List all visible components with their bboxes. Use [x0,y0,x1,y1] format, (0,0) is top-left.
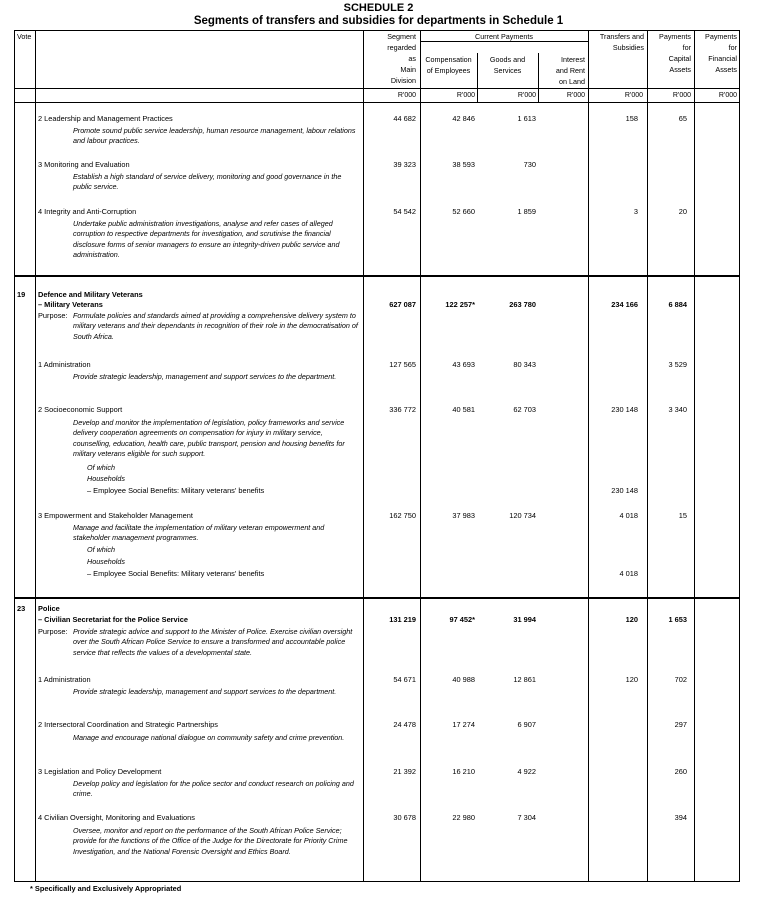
programme-label: 3 Monitoring and Evaluation [38,160,130,169]
col-divider [647,30,648,882]
segment-header: Segment regarded as Main Division [387,32,416,85]
programme-label: 4 Integrity and Anti-Corruption [38,207,137,216]
goods-value: 62 703 [513,405,536,414]
segment-value: 30 678 [393,813,416,822]
goods-value: 120 734 [509,511,536,520]
compensation-value: 37 983 [452,511,475,520]
unit-label: R'000 [672,92,691,99]
segment-value: 336 772 [389,405,416,414]
capital-value: 702 [674,675,687,684]
unit-label: R'000 [624,92,643,99]
transfers-value: 3 [633,207,638,216]
compensation-value: 122 257* [445,300,475,309]
vote-number: 23 [17,604,26,613]
current-payments-header: Current Payments [475,32,533,41]
purpose-text: Formulate policies and standards aimed at providing a comprehensive delivery system to military veterans and their dependants in recognition of their role in the democratisation of South Africa. [73,311,358,341]
transfers-value: 120 [625,675,638,684]
schedule-label: SCHEDULE 2 [343,2,414,14]
programme-description: Develop policy and legislation for the police sector and conduct research on policing and crime. [73,779,354,799]
section-rule [14,597,740,599]
vote-name: Police [38,604,60,613]
unit-label: R'000 [397,92,416,99]
capital-header: Payments for Capital Assets [659,32,691,74]
programme-label: 4 Civilian Oversight, Monitoring and Evaluations [38,813,195,822]
compensation-value: 52 660 [452,207,475,216]
programme-description: Establish a high standard of service delivery, monitoring and good governance in the public service. [73,172,342,192]
compensation-value: 42 846 [452,114,475,123]
capital-value: 3 340 [668,405,687,414]
vote-header: Vote [17,32,32,41]
programme-label: 1 Administration [38,675,91,684]
segment-name: – Civilian Secretariat for the Police Service [38,615,188,624]
programme-description: Manage and encourage national dialogue on community safety and crime prevention. [73,733,345,742]
col-divider [35,30,36,882]
capital-value: 6 884 [668,300,687,309]
unit-label: R'000 [718,92,737,99]
segment-value: 127 565 [389,360,416,369]
section-rule [14,275,740,277]
capital-value: 297 [674,720,687,729]
unit-label: R'000 [517,92,536,99]
capital-value: 15 [678,511,687,520]
benefit-label: – Employee Social Benefits: Military veterans' benefits [87,569,265,578]
segment-name: – Military Veterans [38,300,103,309]
compensation-value: 97 452* [449,615,475,624]
col-divider [420,30,421,882]
programme-label: 2 Intersectoral Coordination and Strategic Partnerships [38,720,218,729]
compensation-value: 43 693 [452,360,475,369]
compensation-value: 40 988 [452,675,475,684]
goods-value: 1 613 [517,114,536,123]
goods-value: 263 780 [509,300,536,309]
financial-header: Payments for Financial Assets [705,32,737,74]
goods-value: 6 907 [517,720,536,729]
purpose-label: Purpose: [38,311,68,320]
capital-value: 260 [674,767,687,776]
programme-description: Undertake public administration investigations, analyse and refer cases of alleged corruption to respective departments for investigation, and scrutinise the financial disclosure forms of senior managers to ensure an integrity-driven public service and administration. [73,219,340,260]
capital-value: 20 [678,207,687,216]
of-which-label: Of which [87,463,115,472]
vote-name: Defence and Military Veterans [38,290,143,299]
programme-description: Promote sound public service leadership, human resource management, labour relations and labour practices. [73,126,356,146]
segment-value: 131 219 [389,615,416,624]
page-title: Segments of transfers and subsidies for departments in Schedule 1 [193,15,564,27]
transfers-value: 120 [625,615,638,624]
col-divider [694,30,695,882]
benefit-value: 230 148 [611,486,638,495]
unit-label: R'000 [456,92,475,99]
goods-value: 1 859 [517,207,536,216]
programme-label: 2 Leadership and Management Practices [38,114,173,123]
transfers-value: 234 166 [611,300,638,309]
segment-value: 21 392 [393,767,416,776]
unit-label: R'000 [566,92,585,99]
goods-value: 80 343 [513,360,536,369]
segment-value: 44 682 [393,114,416,123]
programme-description: Develop and monitor the implementation of legislation, policy frameworks and service delivery cooperation agreements on compensation for injury in military service, counselling, education, health care, public transport, pension and housing benefits for military veterans eligible for such support. [73,418,345,459]
segment-value: 54 671 [393,675,416,684]
capital-value: 1 653 [668,615,687,624]
compensation-header: Compensation of Employees [425,55,472,75]
programme-description: Oversee, monitor and report on the performance of the South African Police Service; provide for the functions of the Office of the Judge for the Directorate for Priority Crime Investigation, and the National Forensic Oversight and Ethics Board. [73,826,348,856]
households-label: Households [87,474,125,483]
segment-value: 162 750 [389,511,416,520]
col-divider [588,30,589,882]
vote-number: 19 [17,290,26,299]
benefit-value: 4 018 [619,569,638,578]
of-which-label: Of which [87,545,115,554]
purpose-text: Provide strategic advice and support to the Minister of Police. Exercise civilian oversight over the South African Police Service to ensure a transformed and accountable police service that reflects the values of a developmental state. [73,627,353,657]
capital-value: 3 529 [668,360,687,369]
compensation-value: 22 980 [452,813,475,822]
transfers-header: Transfers and Subsidies [599,32,644,52]
programme-label: 3 Empowerment and Stakeholder Management [38,511,193,520]
segment-value: 627 087 [389,300,416,309]
programme-description: Provide strategic leadership, management and support services to the department. [73,687,337,696]
goods-value: 730 [523,160,536,169]
households-label: Households [87,557,125,566]
goods-value: 7 304 [517,813,536,822]
footnote: * Specifically and Exclusively Appropriated [30,884,182,893]
compensation-value: 40 581 [452,405,475,414]
transfers-value: 158 [625,114,638,123]
programme-description: Provide strategic leadership, management and support services to the department. [73,372,337,381]
programme-label: 2 Socioeconomic Support [38,405,123,414]
header-rule [14,88,740,89]
programme-description: Manage and facilitate the implementation of military veteran empowerment and stakeholder management programmes. [73,523,325,543]
goods-header: Goods and Services [489,55,526,75]
compensation-value: 17 274 [452,720,475,729]
capital-value: 394 [674,813,687,822]
segment-value: 39 323 [393,160,416,169]
segment-value: 54 542 [393,207,416,216]
transfers-value: 4 018 [619,511,638,520]
goods-value: 31 994 [513,615,536,624]
compensation-value: 38 593 [452,160,475,169]
goods-value: 4 922 [517,767,536,776]
segment-value: 24 478 [393,720,416,729]
programme-label: 1 Administration [38,360,91,369]
compensation-value: 16 210 [452,767,475,776]
benefit-label: – Employee Social Benefits: Military veterans' benefits [87,486,265,495]
programme-label: 3 Legislation and Policy Development [38,767,162,776]
interest-header: Interest and Rent on Land [555,55,585,86]
col-divider [363,30,364,882]
header-rule [14,102,740,103]
transfers-value: 230 148 [611,405,638,414]
capital-value: 65 [678,114,687,123]
purpose-label: Purpose: [38,627,68,636]
goods-value: 12 861 [513,675,536,684]
